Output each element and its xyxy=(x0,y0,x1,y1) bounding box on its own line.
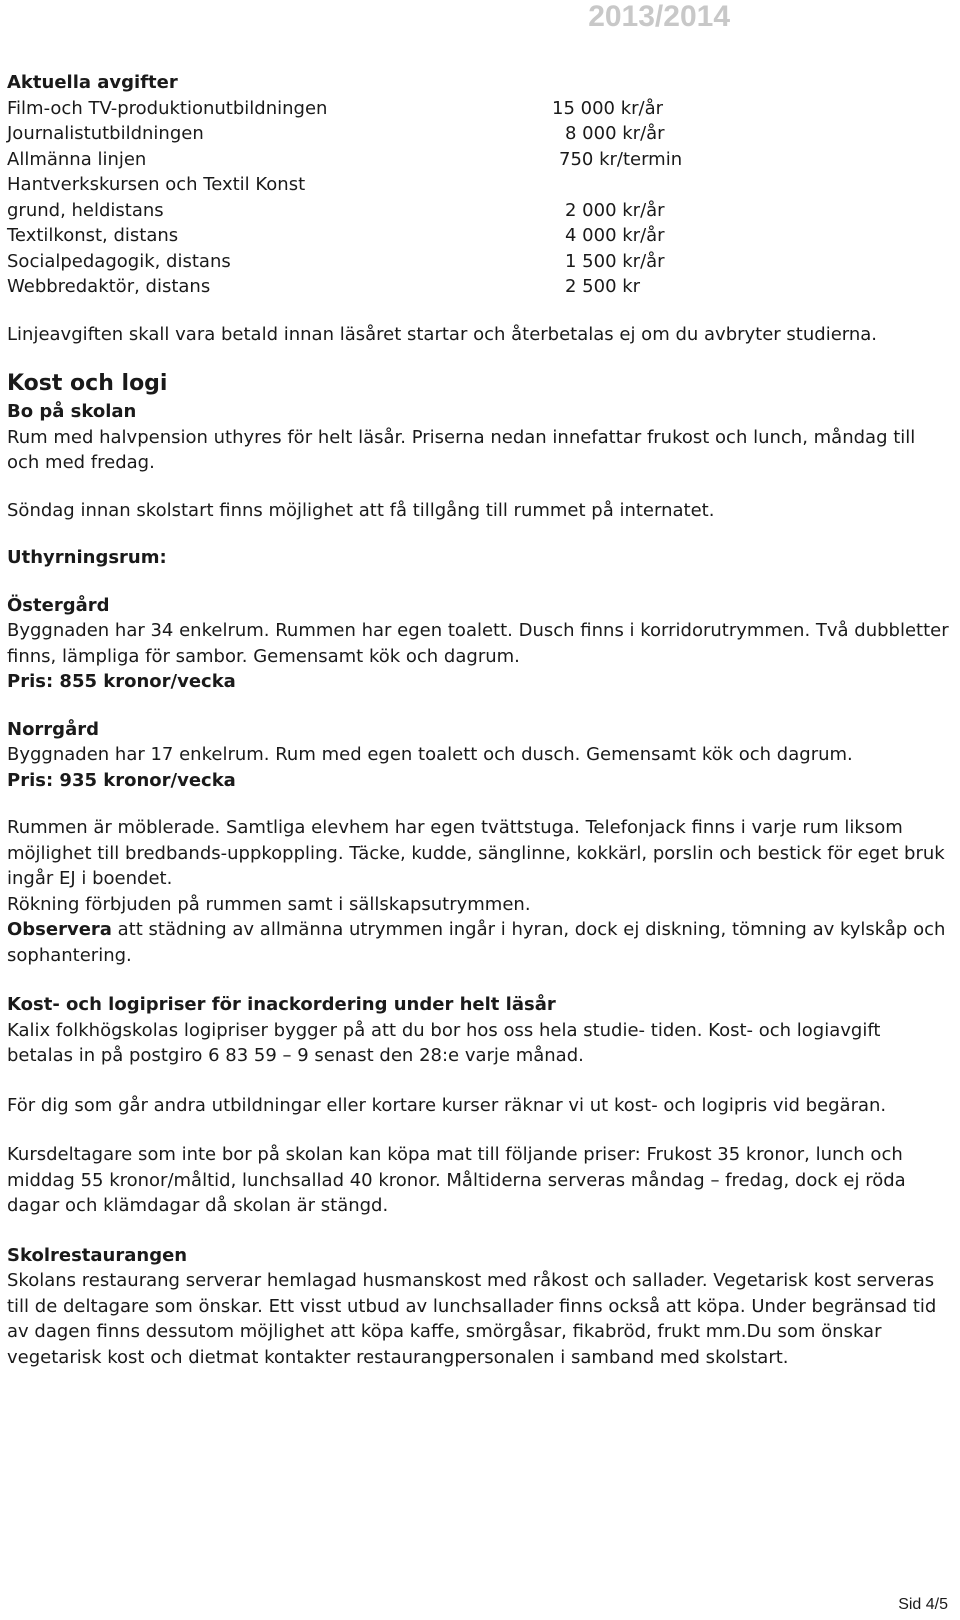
fee-row xyxy=(7,96,952,122)
paragraph-halvpension: Rum med halvpension uthyres för helt läsår. Priserna nedan innefattar frukost och lunch, måndag till och med fredag. xyxy=(7,426,916,473)
fee-name: grund, heldistans xyxy=(7,199,164,221)
paragraph-smoking: Rökning förbjuden på rummen samt i sällskapsutrymmen. xyxy=(7,893,531,915)
observera-text: att städning av allmänna utrymmen ingår i hyran, dock ej diskning, tömning av kylskåp och sophantering. xyxy=(7,919,946,966)
fee-price: 1 500 kr/år xyxy=(565,250,665,272)
fees-note: Linjeavgiften skall vara betald innan läsåret startar och återbetalas ej om du avbryter studierna. xyxy=(7,323,878,345)
section-title-kost: Kost och logi xyxy=(7,371,168,396)
fee-row xyxy=(7,198,952,224)
fee-name: Film-och TV-produktionutbildningen xyxy=(7,97,328,119)
paragraph-observera xyxy=(7,917,952,968)
section-title-restaurant: Skolrestaurangen xyxy=(7,1244,188,1266)
building-description: Byggnaden har 17 enkelrum. Rum med egen toalett och dusch. Gemensamt kök och dagrum. xyxy=(7,744,853,765)
subheading-uthyrningsrum: Uthyrningsrum: xyxy=(7,547,167,568)
year-header: 2013/2014 xyxy=(588,0,730,33)
paragraph-sondag: Söndag innan skolstart finns möjlighet att få tillgång till rummet på internatet. xyxy=(7,499,715,521)
fee-row xyxy=(7,223,952,249)
paragraph-other-courses: För dig som går andra utbildningar eller kortare kurser räknar vi ut kost- och logipris vid begäran. xyxy=(7,1094,887,1116)
fee-price: 4 000 kr/år xyxy=(565,225,665,246)
building-name: Östergård xyxy=(7,594,110,616)
building-price: Pris: 935 kronor/vecka xyxy=(7,769,236,791)
building-name: Norrgård xyxy=(7,718,99,740)
fee-row xyxy=(7,274,952,300)
fee-price: 15 000 kr/år xyxy=(552,97,664,119)
fee-price: 2 000 kr/år xyxy=(565,199,665,221)
fee-row xyxy=(7,249,952,275)
subheading-bo-pa-skolan: Bo på skolan xyxy=(7,401,137,422)
building-description: Byggnaden har 34 enkelrum. Rummen har egen toalett. Dusch finns i korridorutrymmen. Två dubbletter finns, lämpliga för sambor. Gemensamt kök och dagrum. xyxy=(7,620,949,667)
fee-name: Webbredaktör, distans xyxy=(7,276,211,297)
section-title-prices: Kost- och logipriser för inackordering under helt läsår xyxy=(7,994,556,1015)
paragraph-restaurant: Skolans restaurang serverar hemlagad husmanskost med råkost och sallader. Vegetarisk kost serveras till de deltagare som önskar. Ett visst utbud av lunchsallader finns också att köpa. Under begränsad tid av dagen finns dessutom möjlighet att köpa kaffe, smörgåsar, fikabröd, frukt mm.Du som önskar vegetarisk kost och dietmat kontakter restaurangpersonalen i samband med skolstart. xyxy=(7,1270,937,1368)
fees-table xyxy=(7,96,952,300)
paragraph-meal-prices: Kursdeltagare som inte bor på skolan kan köpa mat till följande priser: Frukost 35 kronor, lunch och middag 55 kronor/måltid, lunchsallad 40 kronor. Måltiderna serveras måndag – fredag, dock ej röda dagar och klämdagar då skolan är stängd. xyxy=(7,1144,906,1216)
paragraph-rooms: Rummen är möblerade. Samtliga elevhem har egen tvättstuga. Telefonjack finns i varje rum liksom möjlighet till bredbands-uppkoppling. Täcke, kudde, sänglinne, kokkärl, porslin och bestick för eget bruk ingår EJ i boendet. xyxy=(7,817,945,889)
document-body xyxy=(7,70,952,1370)
building-norrgard xyxy=(7,717,952,794)
fees-title: Aktuella avgifter xyxy=(7,72,178,93)
fee-name: Socialpedagogik, distans xyxy=(7,250,231,272)
fee-row xyxy=(7,147,952,173)
page-number: Sid 4/5 xyxy=(898,1596,948,1613)
building-ostergard xyxy=(7,593,952,695)
fee-name: Allmänna linjen xyxy=(7,148,147,170)
fee-row xyxy=(7,121,952,147)
fee-row xyxy=(7,172,952,198)
fee-name: Textilkonst, distans xyxy=(7,225,179,246)
building-price: Pris: 855 kronor/vecka xyxy=(7,671,236,692)
fee-price: 2 500 kr xyxy=(565,276,641,297)
observera-label: Observera xyxy=(7,919,112,940)
fee-name: Hantverkskursen och Textil Konst xyxy=(7,174,306,195)
fee-price: 8 000 kr/år xyxy=(565,123,665,144)
fee-name: Journalistutbildningen xyxy=(7,123,204,144)
fee-price: 750 kr/termin xyxy=(559,148,683,170)
paragraph-logipriser: Kalix folkhögskolas logipriser bygger på att du bor hos oss hela studie- tiden. Kost- och logiavgift betalas in på postgiro 6 83 59 – 9 senast den 28:e varje månad. xyxy=(7,1019,881,1066)
